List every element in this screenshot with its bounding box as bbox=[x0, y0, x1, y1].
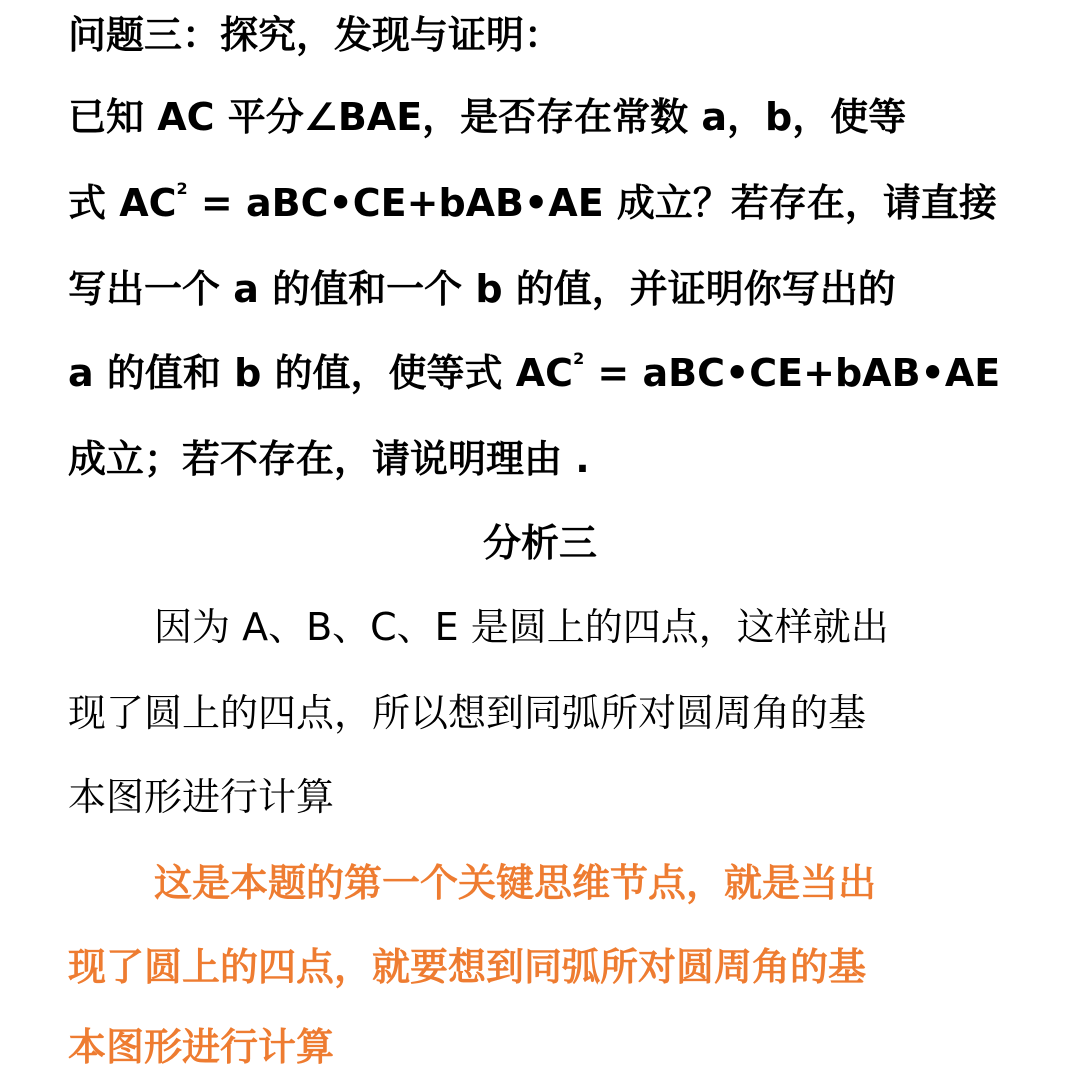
problem-title: 问题三：探究，发现与证明： bbox=[68, 13, 563, 57]
problem-line-5-post: = aBC•CE+bAB•AE bbox=[584, 351, 1001, 395]
highlight-para-line-1: 这是本题的第一个关键思维节点，就是当出 bbox=[154, 861, 877, 905]
problem-line-3-post: = aBC•CE+bAB•AE 成立？若存在，请直接 bbox=[187, 181, 997, 225]
analysis-heading: 分析三 bbox=[482, 521, 597, 565]
problem-line-3 bbox=[68, 176, 1028, 230]
highlight-para-line-2: 现了圆上的四点，就要想到同弧所对圆周角的基 bbox=[68, 945, 867, 989]
problem-line-2: 已知 AC 平分∠BAE，是否存在常数 a，b，使等 bbox=[68, 95, 907, 139]
square-superscript: 2 bbox=[573, 349, 585, 368]
analysis-para-1-line-2: 现了圆上的四点，所以想到同弧所对圆周角的基 bbox=[68, 691, 867, 735]
problem-line-5 bbox=[68, 346, 1028, 400]
analysis-para-1-line-3: 本图形进行计算 bbox=[68, 775, 335, 819]
problem-line-4: 写出一个 a 的值和一个 b 的值，并证明你写出的 bbox=[68, 267, 896, 311]
problem-line-3-pre: 式 AC bbox=[68, 181, 177, 225]
square-superscript: 2 bbox=[176, 179, 188, 198]
problem-line-5-pre: a 的值和 b 的值，使等式 AC bbox=[68, 351, 574, 395]
problem-line-6: 成立；若不存在，请说明理由 . bbox=[68, 437, 590, 481]
highlight-para-line-3: 本图形进行计算 bbox=[68, 1025, 335, 1069]
analysis-para-1-line-1: 因为 A、B、C、E 是圆上的四点，这样就出 bbox=[154, 605, 889, 649]
